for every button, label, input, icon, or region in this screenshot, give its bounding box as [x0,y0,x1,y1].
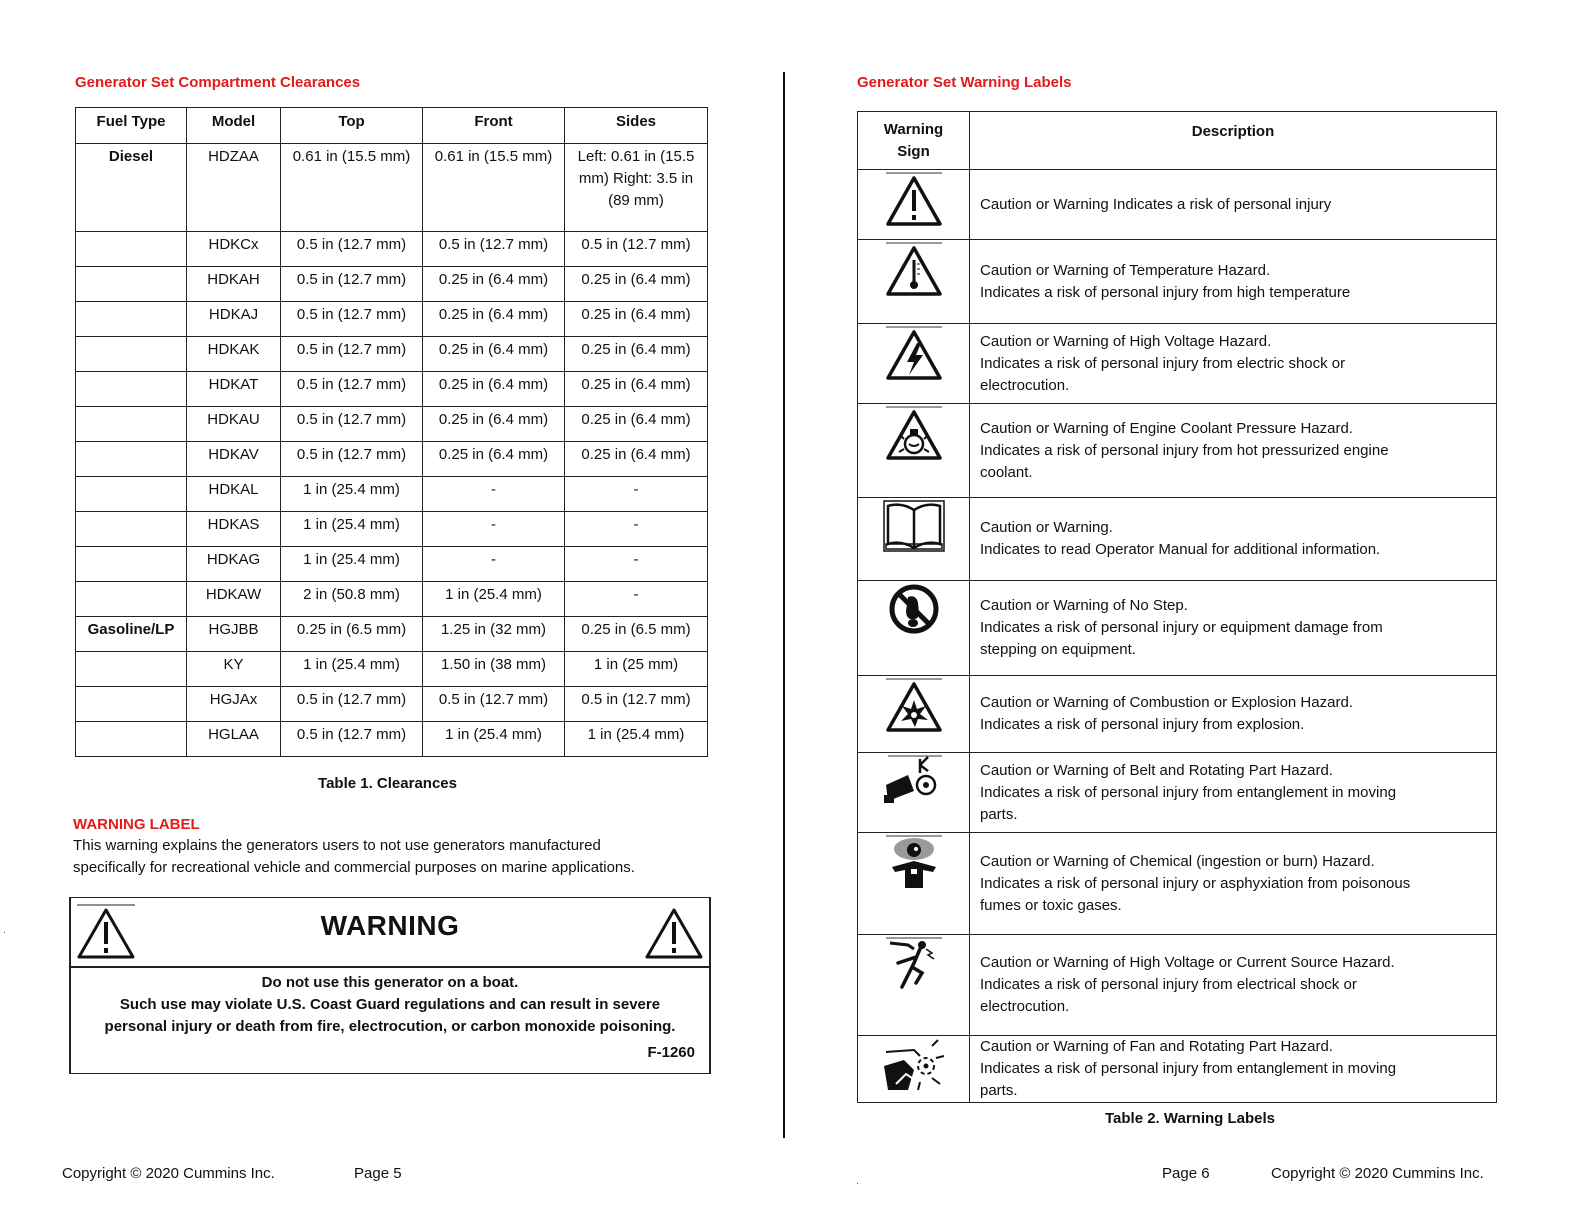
warning-description-cell [970,240,1497,324]
warning-box-line: Such use may violate U.S. Coast Guard regulations and can result in severe [119,996,661,1013]
footer-page-right: Page 6 [1162,1165,1210,1182]
current-source-icon [882,937,946,995]
header-sides: Sides [565,108,708,144]
scan-speck [4,932,5,933]
sides-cell: - [565,512,708,547]
description-line: Caution or Warning of High Voltage Hazard. [980,332,1272,350]
front-cell: - [423,547,565,582]
clearances-header-row [76,108,708,144]
description-line: Indicates a risk of personal injury or equipment damage from [980,619,1383,636]
sides-cell: - [565,547,708,582]
caution-triangle-icon [882,172,946,230]
sides-cell: 0.25 in (6.4 mm) [565,267,708,302]
warning-box-body [71,972,709,1038]
fuel-type-cell [76,652,187,687]
clearances-heading: Generator Set Compartment Clearances [75,74,361,91]
top-cell: 0.5 in (12.7 mm) [281,302,423,337]
warning-sign-cell [858,498,970,581]
table-row [858,240,1497,324]
fuel-type-cell: Gasoline/LP [76,617,187,652]
description-line: parts. [980,1082,1018,1099]
table1-caption: Table 1. Clearances [318,775,457,792]
front-cell: 0.5 in (12.7 mm) [423,232,565,267]
warning-triangle-icon [643,904,705,960]
table-row [76,687,708,722]
fuel-type-cell [76,582,187,617]
table-row [76,232,708,267]
warning-sign-cell [858,404,970,498]
model-cell: HDKAU [187,407,281,442]
sides-cell: 0.25 in (6.4 mm) [565,337,708,372]
table-row [858,833,1497,935]
model-cell: HDKAK [187,337,281,372]
table-row [858,935,1497,1036]
warning-sign-cell [858,581,970,676]
top-cell: 0.5 in (12.7 mm) [281,267,423,302]
warning-sign-cell [858,935,970,1036]
description-line: Indicates a risk of personal injury from entanglement in moving [980,1060,1397,1077]
description-line: Caution or Warning of High Voltage or Current Source Hazard. [980,954,1395,971]
description-line: Caution or Warning of Fan and Rotating Part Hazard. [980,1038,1333,1055]
front-cell: 1.25 in (32 mm) [423,617,565,652]
clearances-table [75,107,708,757]
top-cell: 0.25 in (6.5 mm) [281,617,423,652]
top-cell: 0.5 in (12.7 mm) [281,337,423,372]
description-line: Caution or Warning of Belt and Rotating Part Hazard. [980,761,1333,779]
description-line: Caution or Warning of Temperature Hazard. [980,261,1271,279]
table-row [858,676,1497,753]
table-row [76,337,708,372]
sides-cell: - [565,477,708,512]
fuel-type-cell [76,547,187,582]
warning-labels-table [857,111,1497,1103]
warning-sign-cell [858,170,970,240]
description-line: Caution or Warning of No Step. [980,597,1188,614]
description-line: Caution or Warning Indicates a risk of personal injury [980,195,1332,213]
sides-cell: 0.25 in (6.4 mm) [565,302,708,337]
table2-caption: Table 2. Warning Labels [1104,1110,1276,1127]
top-cell: 0.5 in (12.7 mm) [281,407,423,442]
front-cell: - [423,512,565,547]
table-row [76,617,708,652]
footer-page-left: Page 5 [354,1165,402,1182]
warning-description-cell [970,676,1497,753]
fuel-type-cell [76,442,187,477]
warning-box-line: Do not use this generator on a boat. [261,974,519,991]
warning-box-title: WARNING [320,910,460,941]
sides-cell: 1 in (25.4 mm) [565,722,708,757]
model-cell: HDKAJ [187,302,281,337]
description-line: parts. [980,805,1018,823]
table-row [858,404,1497,498]
warning-sign-cell [858,1036,970,1103]
top-cell: 0.5 in (12.7 mm) [281,442,423,477]
front-cell: 0.61 in (15.5 mm) [423,144,565,232]
description-line: coolant. [980,463,1033,481]
table-row [76,722,708,757]
warning-box-code: F-1260 [647,1044,695,1061]
top-cell: 2 in (50.8 mm) [281,582,423,617]
description-line: electrocution. [980,376,1070,394]
warning-sign-cell [858,676,970,753]
model-cell: HDKAH [187,267,281,302]
description-line: Caution or Warning of Chemical (ingestion or burn) Hazard. [980,852,1375,870]
fuel-type-cell [76,232,187,267]
top-cell: 0.5 in (12.7 mm) [281,232,423,267]
warning-explanation-line: specifically for recreational vehicle and commercial purposes on marine applications. [73,859,635,876]
table-row [76,582,708,617]
front-cell: 0.25 in (6.4 mm) [423,442,565,477]
warning-description-cell [970,404,1497,498]
labels-header-row [858,112,1497,170]
boat-warning-box [69,897,711,1074]
header-warning-sign-line: Sign [897,142,930,160]
operator-manual-icon [882,500,946,558]
front-cell: 1.50 in (38 mm) [423,652,565,687]
fuel-type-cell [76,687,187,722]
warning-label-heading: WARNING LABEL [73,816,200,833]
model-cell: HDKAT [187,372,281,407]
model-cell: HDKAS [187,512,281,547]
table-row [76,477,708,512]
top-cell: 0.5 in (12.7 mm) [281,372,423,407]
front-cell: 1 in (25.4 mm) [423,582,565,617]
top-cell: 1 in (25.4 mm) [281,512,423,547]
no-step-icon [882,583,946,641]
model-cell: HGJAx [187,687,281,722]
sides-cell: 0.25 in (6.4 mm) [565,372,708,407]
fuel-type-cell [76,372,187,407]
scan-speck [857,1183,858,1184]
table-row [76,267,708,302]
fuel-type-cell [76,512,187,547]
front-cell: 0.25 in (6.4 mm) [423,267,565,302]
front-cell: 0.25 in (6.4 mm) [423,337,565,372]
warning-description-cell [970,581,1497,676]
high-voltage-icon [882,326,946,384]
model-cell: KY [187,652,281,687]
warning-description-cell [970,935,1497,1036]
warning-description-cell [970,833,1497,935]
explosion-hazard-icon [882,678,946,736]
front-cell: 0.25 in (6.4 mm) [423,407,565,442]
footer-copyright-left: Copyright © 2020 Cummins Inc. [62,1165,275,1182]
footer-copyright-right: Copyright © 2020 Cummins Inc. [1271,1165,1484,1182]
warning-description-cell [970,324,1497,404]
belt-rotating-icon [882,755,946,813]
table-row [76,144,708,232]
model-cell: HGLAA [187,722,281,757]
page-divider [783,72,785,1138]
fuel-type-cell [76,477,187,512]
warning-description-cell [970,1036,1497,1103]
front-cell: 0.5 in (12.7 mm) [423,687,565,722]
warning-explanation-line: This warning explains the generators users to not use generators manufactured [73,837,601,854]
chemical-hazard-icon [882,835,946,893]
coolant-pressure-icon [882,406,946,464]
warning-explanation [73,835,635,879]
table-row [858,1036,1497,1103]
description-line: fumes or toxic gases. [980,896,1122,914]
header-top: Top [281,108,423,144]
top-cell: 0.61 in (15.5 mm) [281,144,423,232]
fan-rotating-icon [882,1038,946,1096]
header-warning-sign-line: Warning [883,120,944,138]
fuel-type-cell [76,722,187,757]
fuel-type-cell: Diesel [76,144,187,232]
front-cell: 0.25 in (6.4 mm) [423,302,565,337]
model-cell: HDKAL [187,477,281,512]
table-row [858,170,1497,240]
sides-cell: 0.5 in (12.7 mm) [565,687,708,722]
warning-description-cell [970,498,1497,581]
description-line: Indicates a risk of personal injury from entanglement in moving [980,783,1397,801]
table-row [76,652,708,687]
table-row [858,581,1497,676]
model-cell: HDKAG [187,547,281,582]
table-row [76,512,708,547]
description-line: Indicates a risk of personal injury from explosion. [980,716,1305,733]
fuel-type-cell [76,407,187,442]
description-line: Indicates a risk of personal injury or asphyxiation from poisonous [980,874,1411,892]
front-cell: - [423,477,565,512]
warning-box-line: personal injury or death from fire, electrocution, or carbon monoxide poisoning. [104,1018,676,1035]
table-row [76,547,708,582]
model-cell: HDKAV [187,442,281,477]
header-front: Front [423,108,565,144]
model-cell: HGJBB [187,617,281,652]
description-line: Indicates a risk of personal injury from electric shock or [980,354,1346,372]
sides-cell: Left: 0.61 in (15.5 mm) Right: 3.5 in (89 mm) [565,144,708,232]
sides-cell: 1 in (25 mm) [565,652,708,687]
sides-cell: 0.25 in (6.4 mm) [565,442,708,477]
sides-cell: 0.25 in (6.5 mm) [565,617,708,652]
description-line: Indicates a risk of personal injury from electrical shock or [980,976,1357,993]
warning-description-cell [970,170,1497,240]
front-cell: 0.25 in (6.4 mm) [423,372,565,407]
warning-box-header [71,898,709,968]
model-cell: HDZAA [187,144,281,232]
description-line: Caution or Warning of Combustion or Explosion Hazard. [980,694,1353,711]
top-cell: 1 in (25.4 mm) [281,652,423,687]
description-line: electrocution. [980,998,1070,1015]
top-cell: 0.5 in (12.7 mm) [281,687,423,722]
description-line: Caution or Warning. [980,519,1113,536]
warning-sign-cell [858,240,970,324]
table-row [76,407,708,442]
fuel-type-cell [76,302,187,337]
description-line: Caution or Warning of Engine Coolant Pressure Hazard. [980,419,1353,437]
header-description: Description [970,112,1497,170]
fuel-type-cell [76,337,187,372]
warning-sign-cell [858,753,970,833]
header-warning-sign [858,112,970,170]
model-cell: HDKCx [187,232,281,267]
table-row [858,753,1497,833]
header-fuel-type: Fuel Type [76,108,187,144]
sides-cell: 0.25 in (6.4 mm) [565,407,708,442]
top-cell: 1 in (25.4 mm) [281,547,423,582]
warning-description-cell [970,753,1497,833]
table-row [858,324,1497,404]
temperature-hazard-icon [882,242,946,300]
top-cell: 0.5 in (12.7 mm) [281,722,423,757]
table-row [76,442,708,477]
warning-labels-heading: Generator Set Warning Labels [857,74,1072,91]
header-model: Model [187,108,281,144]
fuel-type-cell [76,267,187,302]
description-line: Indicates a risk of personal injury from hot pressurized engine [980,441,1389,459]
top-cell: 1 in (25.4 mm) [281,477,423,512]
description-line: Indicates a risk of personal injury from high temperature [980,283,1351,301]
description-line: Indicates to read Operator Manual for additional information. [980,541,1381,558]
sides-cell: - [565,582,708,617]
front-cell: 1 in (25.4 mm) [423,722,565,757]
warning-sign-cell [858,833,970,935]
description-line: stepping on equipment. [980,641,1136,658]
table-row [76,302,708,337]
sides-cell: 0.5 in (12.7 mm) [565,232,708,267]
table-row [76,372,708,407]
warning-sign-cell [858,324,970,404]
table-row [858,498,1497,581]
model-cell: HDKAW [187,582,281,617]
